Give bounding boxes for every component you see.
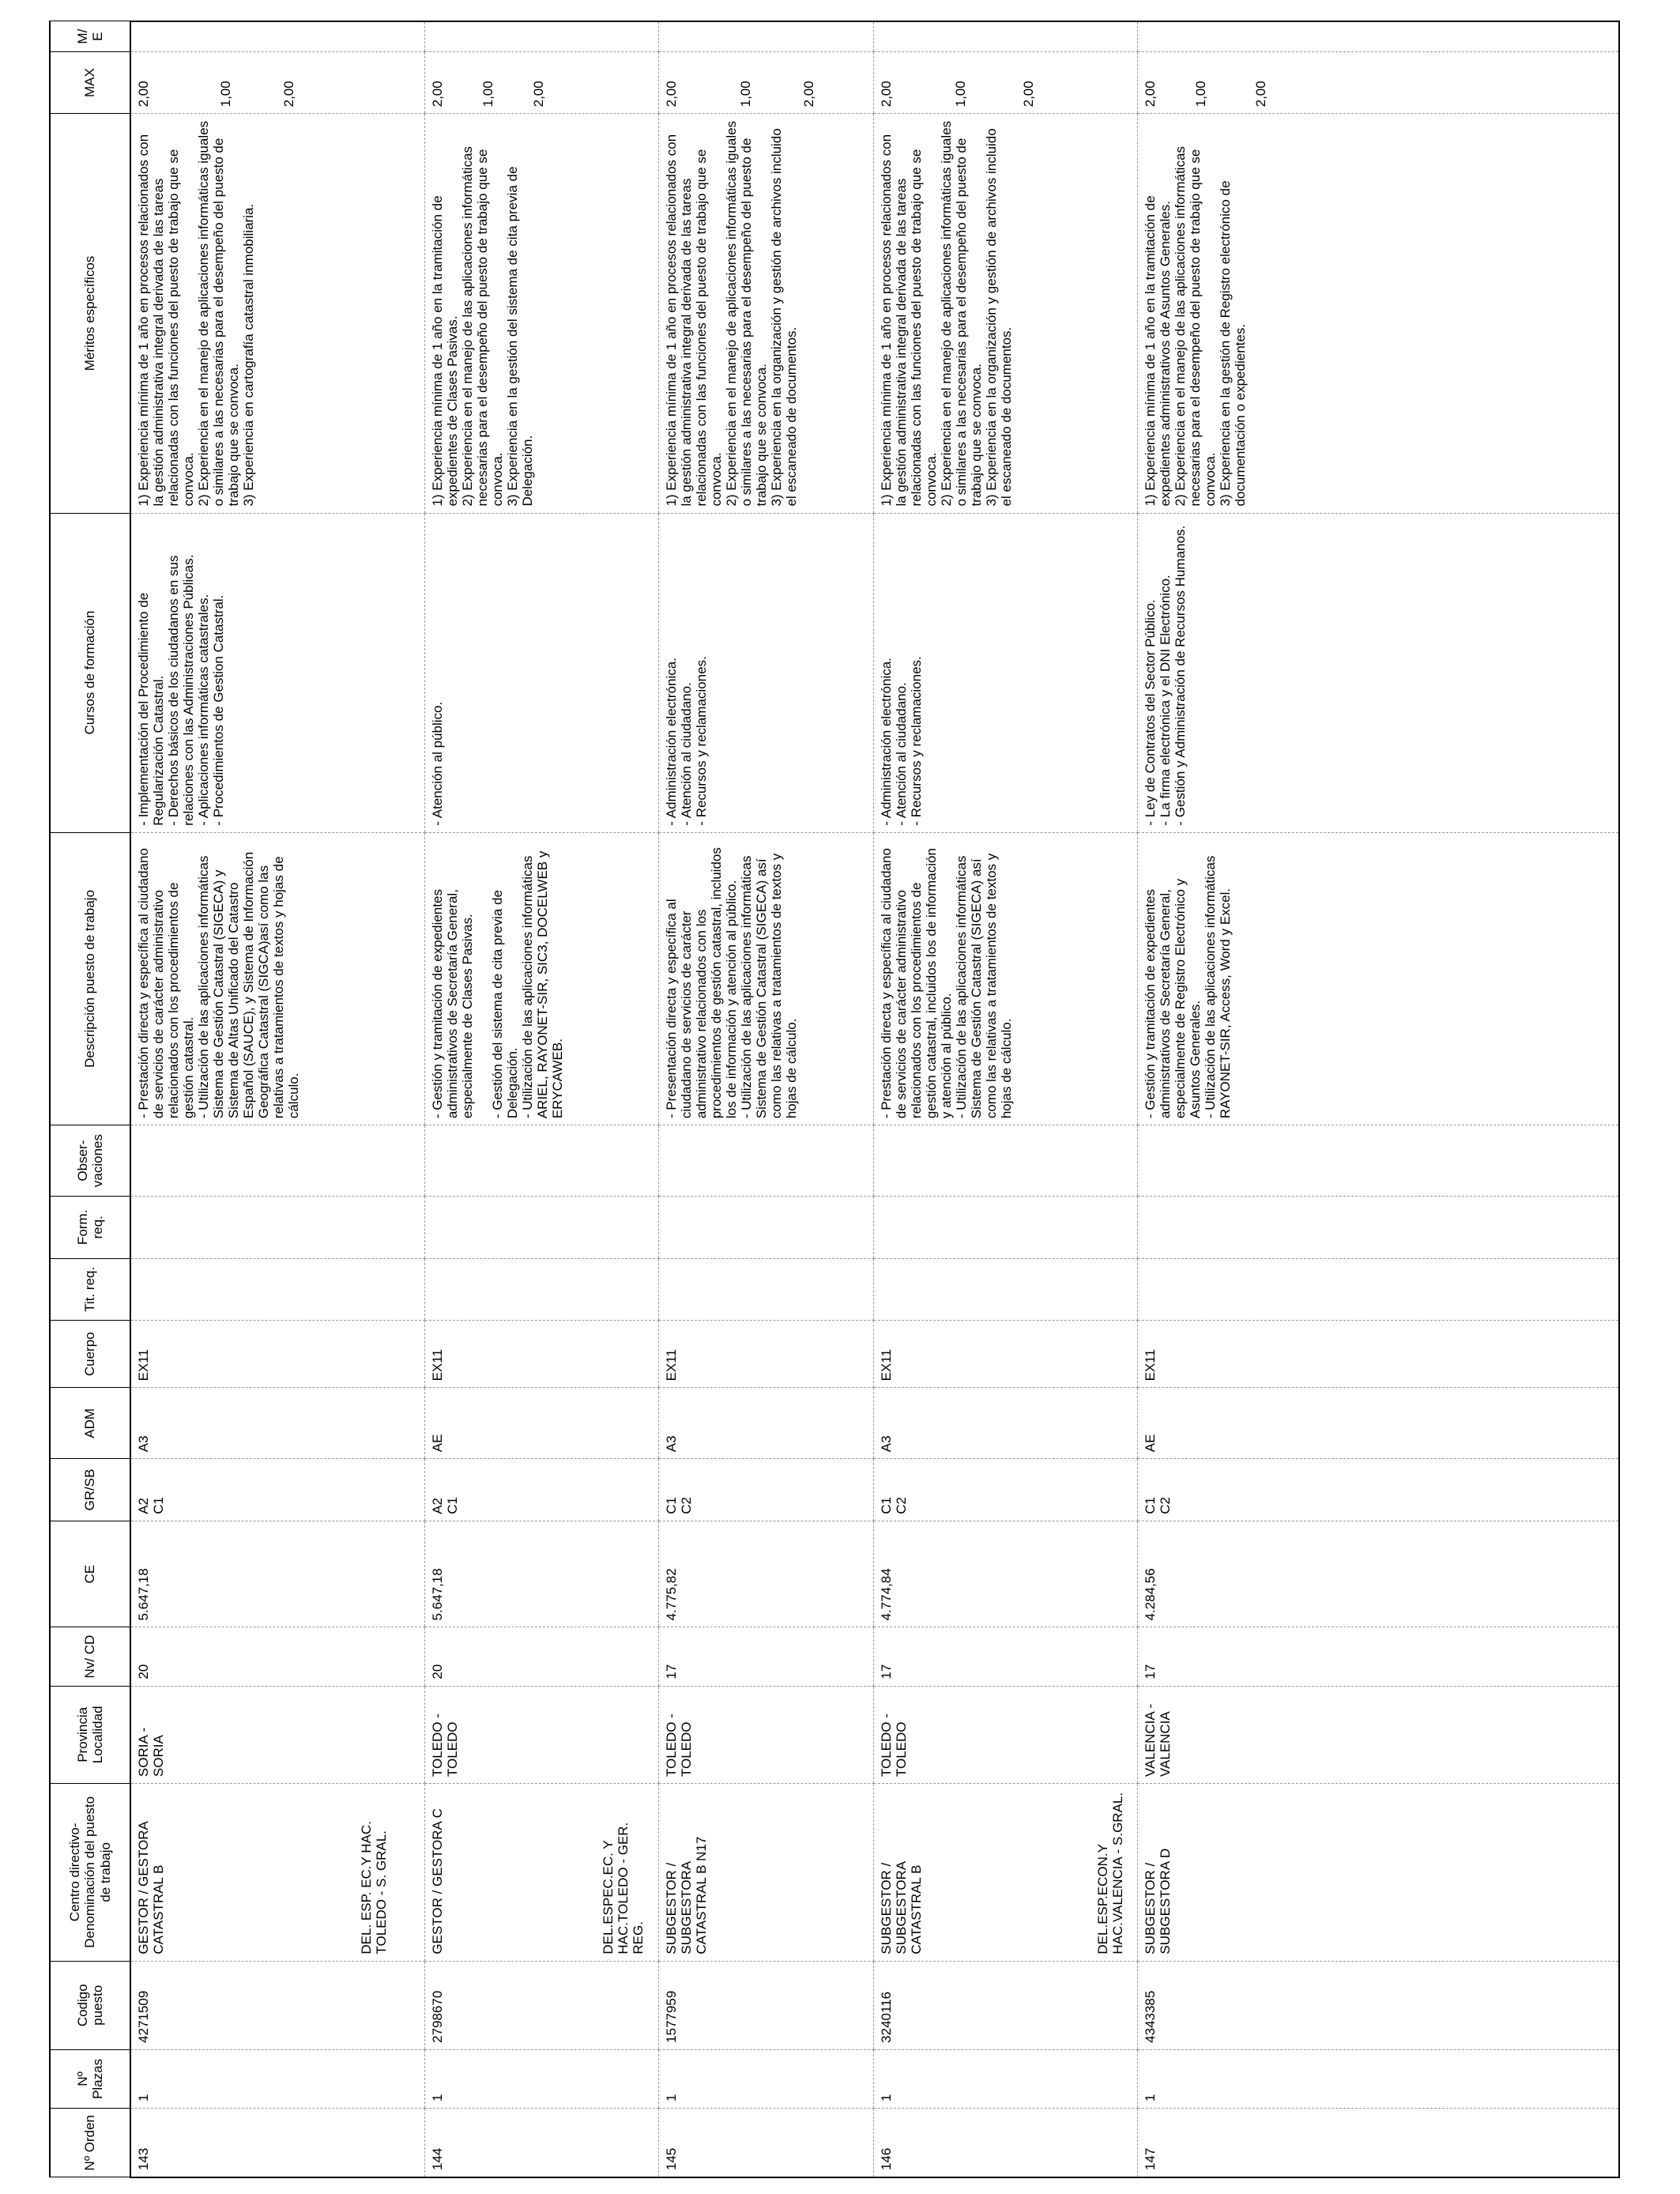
- ce-cell: 4.774,84: [873, 1521, 1137, 1627]
- header-centro: Centro directivo- Denominación del puesto de trabajo: [50, 1784, 130, 1962]
- puesto-denominacion-text: GESTOR / GESTORA CATASTRAL B: [136, 1822, 167, 1955]
- cuerpo-cell: EX11: [658, 1321, 873, 1388]
- adm-cell: AE: [424, 1388, 658, 1459]
- header-me: M/E: [50, 21, 130, 51]
- max-value-1: 2,00: [1142, 81, 1158, 107]
- max-cell: [130, 51, 424, 114]
- orden-cell: 144: [424, 2108, 658, 2177]
- header-row: [50, 21, 130, 2177]
- ce-cell: 4.284,56: [1137, 1521, 1619, 1627]
- puesto-denominacion-text: SUBGESTOR / SUBGESTORA CATASTRAL B: [878, 1861, 924, 1955]
- provincia-cell: TOLEDO - TOLEDO: [658, 1686, 873, 1783]
- header-nivel: Nv/ CD: [50, 1627, 130, 1686]
- observaciones-cell: [130, 1125, 424, 1197]
- meritos-cell: 1) Experiencia mínima de 1 año en procesos relacionados con la gestión administrativa integral derivada de las tareas relacionadas con las funciones del puesto de trabajo que se convoca. 2) Experiencia en el manejo de aplicaciones informáticas iguales o similares a las necesarias para el desempeño del puesto de trabajo que se convoca. 3) Experiencia en cartografía catastral inmobiliaria.: [130, 114, 424, 513]
- descripcion-cell: - Prestación directa y específica al ciudadano de servicios de carácter administrativo relacionados con los procedimientos de gestión catastral. - Utilización de las aplicaciones informáticas Sistema de Gestión Catastral (SIGECA) y Sistema de Altas Unificado del Catastro Español (SAUCE), y Sistema de Información Geográfica Catastral (SIGCA)así como las relativas a tratamientos de textos y hojas de cálculo.: [130, 832, 424, 1125]
- cuerpo-cell: EX11: [130, 1321, 424, 1388]
- max-value-3: 2,00: [800, 81, 816, 107]
- titulacion-cell: [1137, 1258, 1619, 1321]
- max-cell: [658, 51, 873, 114]
- max-value-2: 1,00: [737, 81, 753, 107]
- nivel-cell: 17: [873, 1627, 1137, 1686]
- header-orden: Nº Orden: [50, 2108, 130, 2177]
- nivel-cell: 20: [424, 1627, 658, 1686]
- header-adm: ADM: [50, 1388, 130, 1459]
- observaciones-cell: [424, 1125, 658, 1197]
- table-row: [658, 21, 873, 2177]
- titulacion-cell: [130, 1258, 424, 1321]
- codigo-cell: 3240116: [873, 1961, 1137, 2049]
- plazas-cell: 1: [658, 2049, 873, 2108]
- orden-cell: 143: [130, 2108, 424, 2177]
- grupo-cell: C1 C2: [1137, 1459, 1619, 1521]
- plazas-cell: 1: [130, 2049, 424, 2108]
- max-cell: [1137, 51, 1619, 114]
- codigo-cell: 4271509: [130, 1961, 424, 2049]
- me-cell: [130, 21, 424, 51]
- max-value-1: 2,00: [136, 81, 151, 107]
- grupo-cell: C1 C2: [658, 1459, 873, 1521]
- formacion-cell: [658, 1196, 873, 1258]
- header-ce: CE: [50, 1521, 130, 1627]
- centro-directivo-text: DEL.ESPEC.EC. Y HAC.TOLEDO - GER. REG.: [600, 1822, 646, 1955]
- max-value-3: 2,00: [530, 81, 546, 107]
- centro-cell: [600, 1784, 873, 1962]
- max-value-2: 1,00: [218, 81, 233, 107]
- cursos-cell: - Administración electrónica. - Atención al ciudadano. - Recursos y reclamaciones.: [658, 513, 873, 832]
- header-cuerpo: Cuerpo: [50, 1321, 130, 1388]
- formacion-cell: [424, 1196, 658, 1258]
- me-cell: [1137, 21, 1619, 51]
- descripcion-cell: - Presentación directa y específica al ciudadano de servicios de carácter administrativo relacionados con los procedimientos de gestión catastral, incluidos los de información y atención al público. - Utilización de las aplicaciones informáticas Sistema de Gestión Catastral (SIGECA) así como las relativas a tratamientos de textos y hojas de cálculo.: [658, 832, 873, 1125]
- titulacion-cell: [658, 1258, 873, 1321]
- max-value-3: 2,00: [1252, 81, 1268, 107]
- header-formacion: Form. req.: [50, 1196, 130, 1258]
- max-cell: [873, 51, 1137, 114]
- header-codigo: Codigo puesto: [50, 1961, 130, 2049]
- adm-cell: A3: [873, 1388, 1137, 1459]
- grupo-cell: A2 C1: [130, 1459, 424, 1521]
- titulacion-cell: [873, 1258, 1137, 1321]
- cursos-cell: - Implementación del Procedimiento de Regularización Catastral. - Derechos básicos de los ciudadanos en sus relaciones con las Administraciones Públicas. - Aplicaciones informáticas catastrales. - Procedimientos de Gestion Catastral.: [130, 513, 424, 832]
- ce-cell: 4.775,82: [658, 1521, 873, 1627]
- provincia-cell: SORIA - SORIA: [130, 1686, 424, 1783]
- meritos-cell: 1) Experiencia mínima de 1 año en procesos relacionados con la gestión administrativa integral derivada de las tareas relacionadas con las funciones del puesto de trabajo que se convoca. 2) Experiencia en el manejo de aplicaciones informáticas iguales o similares a las necesarias para el desempeño del puesto de trabajo que se convoca. 3) Experiencia en la organización y gestión de archivos incluido el escaneado de documentos.: [873, 114, 1137, 513]
- titulacion-cell: [424, 1258, 658, 1321]
- header-descripcion: Descripción puesto de trabajo: [50, 832, 130, 1125]
- max-value-1: 2,00: [663, 81, 679, 107]
- rotated-document-page: [49, 21, 1629, 2178]
- nivel-cell: 20: [130, 1627, 424, 1686]
- descripcion-cell: - Gestión y tramitación de expedientes administrativos de Secretaría General, especialmente de Clases Pasivas. - Gestión del sistema de cita previa de Delegación. - Utilización de las aplicaciones informáticas ARIEL, RAYONET-SIR, SIC3, DOCELWEB y ERYCAWEB.: [424, 832, 658, 1125]
- cursos-cell: - Atención al público.: [424, 513, 658, 832]
- header-observaciones: Obser- vaciones: [50, 1125, 130, 1197]
- cuerpo-cell: EX11: [424, 1321, 658, 1388]
- descripcion-cell: - Prestación directa y específica al ciudadano de servicios de carácter administrativo relacionados con los procedimientos de gestión catastral, incluidos los de información y atención al público. - Utilización de las aplicaciones informáticas Sistema de Gestión Catastral (SIGECA) así como las relativas a tratamientos de textos y hojas de cálculo.: [873, 832, 1137, 1125]
- grupo-cell: C1 C2: [873, 1459, 1137, 1521]
- orden-cell: 145: [658, 2108, 873, 2177]
- max-value-3: 2,00: [281, 81, 296, 107]
- table-row: [1137, 21, 1619, 2177]
- ce-cell: 5.647,18: [424, 1521, 658, 1627]
- adm-cell: AE: [1137, 1388, 1619, 1459]
- nivel-cell: 17: [658, 1627, 873, 1686]
- descripcion-cell: - Gestión y tramitación de expedientes administrativos de Secretaría General, especialmente de Registro Electrónico y Asuntos Generales. - Utilización de las aplicaciones informáticas RAYONET-SIR, Access, Word y Excel.: [1137, 832, 1619, 1125]
- grupo-cell: A2 C1: [424, 1459, 658, 1521]
- max-value-2: 1,00: [952, 81, 968, 107]
- max-value-1: 2,00: [878, 81, 894, 107]
- max-value-2: 1,00: [480, 81, 495, 107]
- observaciones-cell: [1137, 1125, 1619, 1197]
- nivel-cell: 17: [1137, 1627, 1619, 1686]
- adm-cell: A3: [130, 1388, 424, 1459]
- me-cell: [658, 21, 873, 51]
- meritos-cell: 1) Experiencia mínima de 1 año en la tramitación de expedientes administrativos de Asuntos Generales. 2) Experiencia en el manejo de las aplicaciones informáticas necesarias para el desempeño del puesto de trabajo que se convoca. 3) Experiencia en la gestión de Registro electrónico de documentación o expedientes.: [1137, 114, 1619, 513]
- job-positions-table: [49, 21, 1620, 2178]
- max-value-1: 2,00: [429, 81, 445, 107]
- max-cell: [424, 51, 658, 114]
- provincia-cell: TOLEDO - TOLEDO: [424, 1686, 658, 1783]
- plazas-cell: 1: [873, 2049, 1137, 2108]
- header-provincia: Provincia Localidad: [50, 1686, 130, 1783]
- centro-directivo-text: DEL. ESP. EC.Y HAC. TOLEDO - S. GRAL.: [358, 1821, 389, 1955]
- max-value-2: 1,00: [1192, 81, 1208, 107]
- plazas-cell: 1: [1137, 2049, 1619, 2108]
- meritos-cell: 1) Experiencia mínima de 1 año en procesos relacionados con la gestión administrativa integral derivada de las tareas relacionadas con las funciones del puesto de trabajo que se convoca. 2) Experiencia en el manejo de aplicaciones informáticas iguales o similares a las necesarias para el desempeño del puesto de trabajo que se convoca. 3) Experiencia en la organización y gestión de archivos incluido el escaneado de documentos.: [658, 114, 873, 513]
- me-cell: [873, 21, 1137, 51]
- puesto-denominacion-text: SUBGESTOR / SUBGESTORA CATASTRAL B N17: [663, 1836, 709, 1955]
- observaciones-cell: [658, 1125, 873, 1197]
- header-titulacion: Tit. req.: [50, 1258, 130, 1321]
- cuerpo-cell: EX11: [873, 1321, 1137, 1388]
- plazas-cell: 1: [424, 2049, 658, 2108]
- provincia-cell: VALENCIA - VALENCIA: [1137, 1686, 1619, 1783]
- codigo-cell: 2798670: [424, 1961, 658, 2049]
- header-plazas: Nº Plazas: [50, 2049, 130, 2108]
- codigo-cell: 4343385: [1137, 1961, 1619, 2049]
- orden-cell: 146: [873, 2108, 1137, 2177]
- centro-cell: [1094, 1784, 1619, 1962]
- adm-cell: A3: [658, 1388, 873, 1459]
- max-value-3: 2,00: [1020, 81, 1036, 107]
- orden-cell: 147: [1137, 2108, 1619, 2177]
- header-grupo: GR/SB: [50, 1459, 130, 1521]
- cuerpo-cell: EX11: [1137, 1321, 1619, 1388]
- observaciones-cell: [873, 1125, 1137, 1197]
- meritos-cell: 1) Experiencia mínima de 1 año en la tramitación de expedientes de Clases Pasivas. 2) Experiencia en el manejo de las aplicaciones informáticas necesarias para el desempeño del puesto de trabajo que se convoca. 3) Experiencia en la gestión del sistema de cita previa de Delegación.: [424, 114, 658, 513]
- header-meritos: Méritos específicos: [50, 114, 130, 513]
- puesto-denominacion-text: SUBGESTOR / SUBGESTORA D: [1142, 1848, 1173, 1955]
- formacion-cell: [130, 1196, 424, 1258]
- formacion-cell: [1137, 1196, 1619, 1258]
- cursos-cell: - Ley de Contratos del Sector Público. - La firma electrónica y el DNI Electrónico. - Gestión y Administración de Recursos Humanos.: [1137, 513, 1619, 832]
- puesto-denominacion-text: GESTOR / GESTORA C: [429, 1808, 445, 1955]
- provincia-cell: TOLEDO - TOLEDO: [873, 1686, 1137, 1783]
- cursos-cell: - Administración electrónica. - Atención al ciudadano. - Recursos y reclamaciones.: [873, 513, 1137, 832]
- me-cell: [424, 21, 658, 51]
- header-max: MAX: [50, 51, 130, 114]
- formacion-cell: [873, 1196, 1137, 1258]
- header-cursos: Cursos de formación: [50, 513, 130, 832]
- ce-cell: 5.647,18: [130, 1521, 424, 1627]
- centro-directivo-text: DEL.ESP.ECON.Y HAC.VALENCIA - S.GRAL.: [1094, 1792, 1125, 1955]
- codigo-cell: 1577959: [658, 1961, 873, 2049]
